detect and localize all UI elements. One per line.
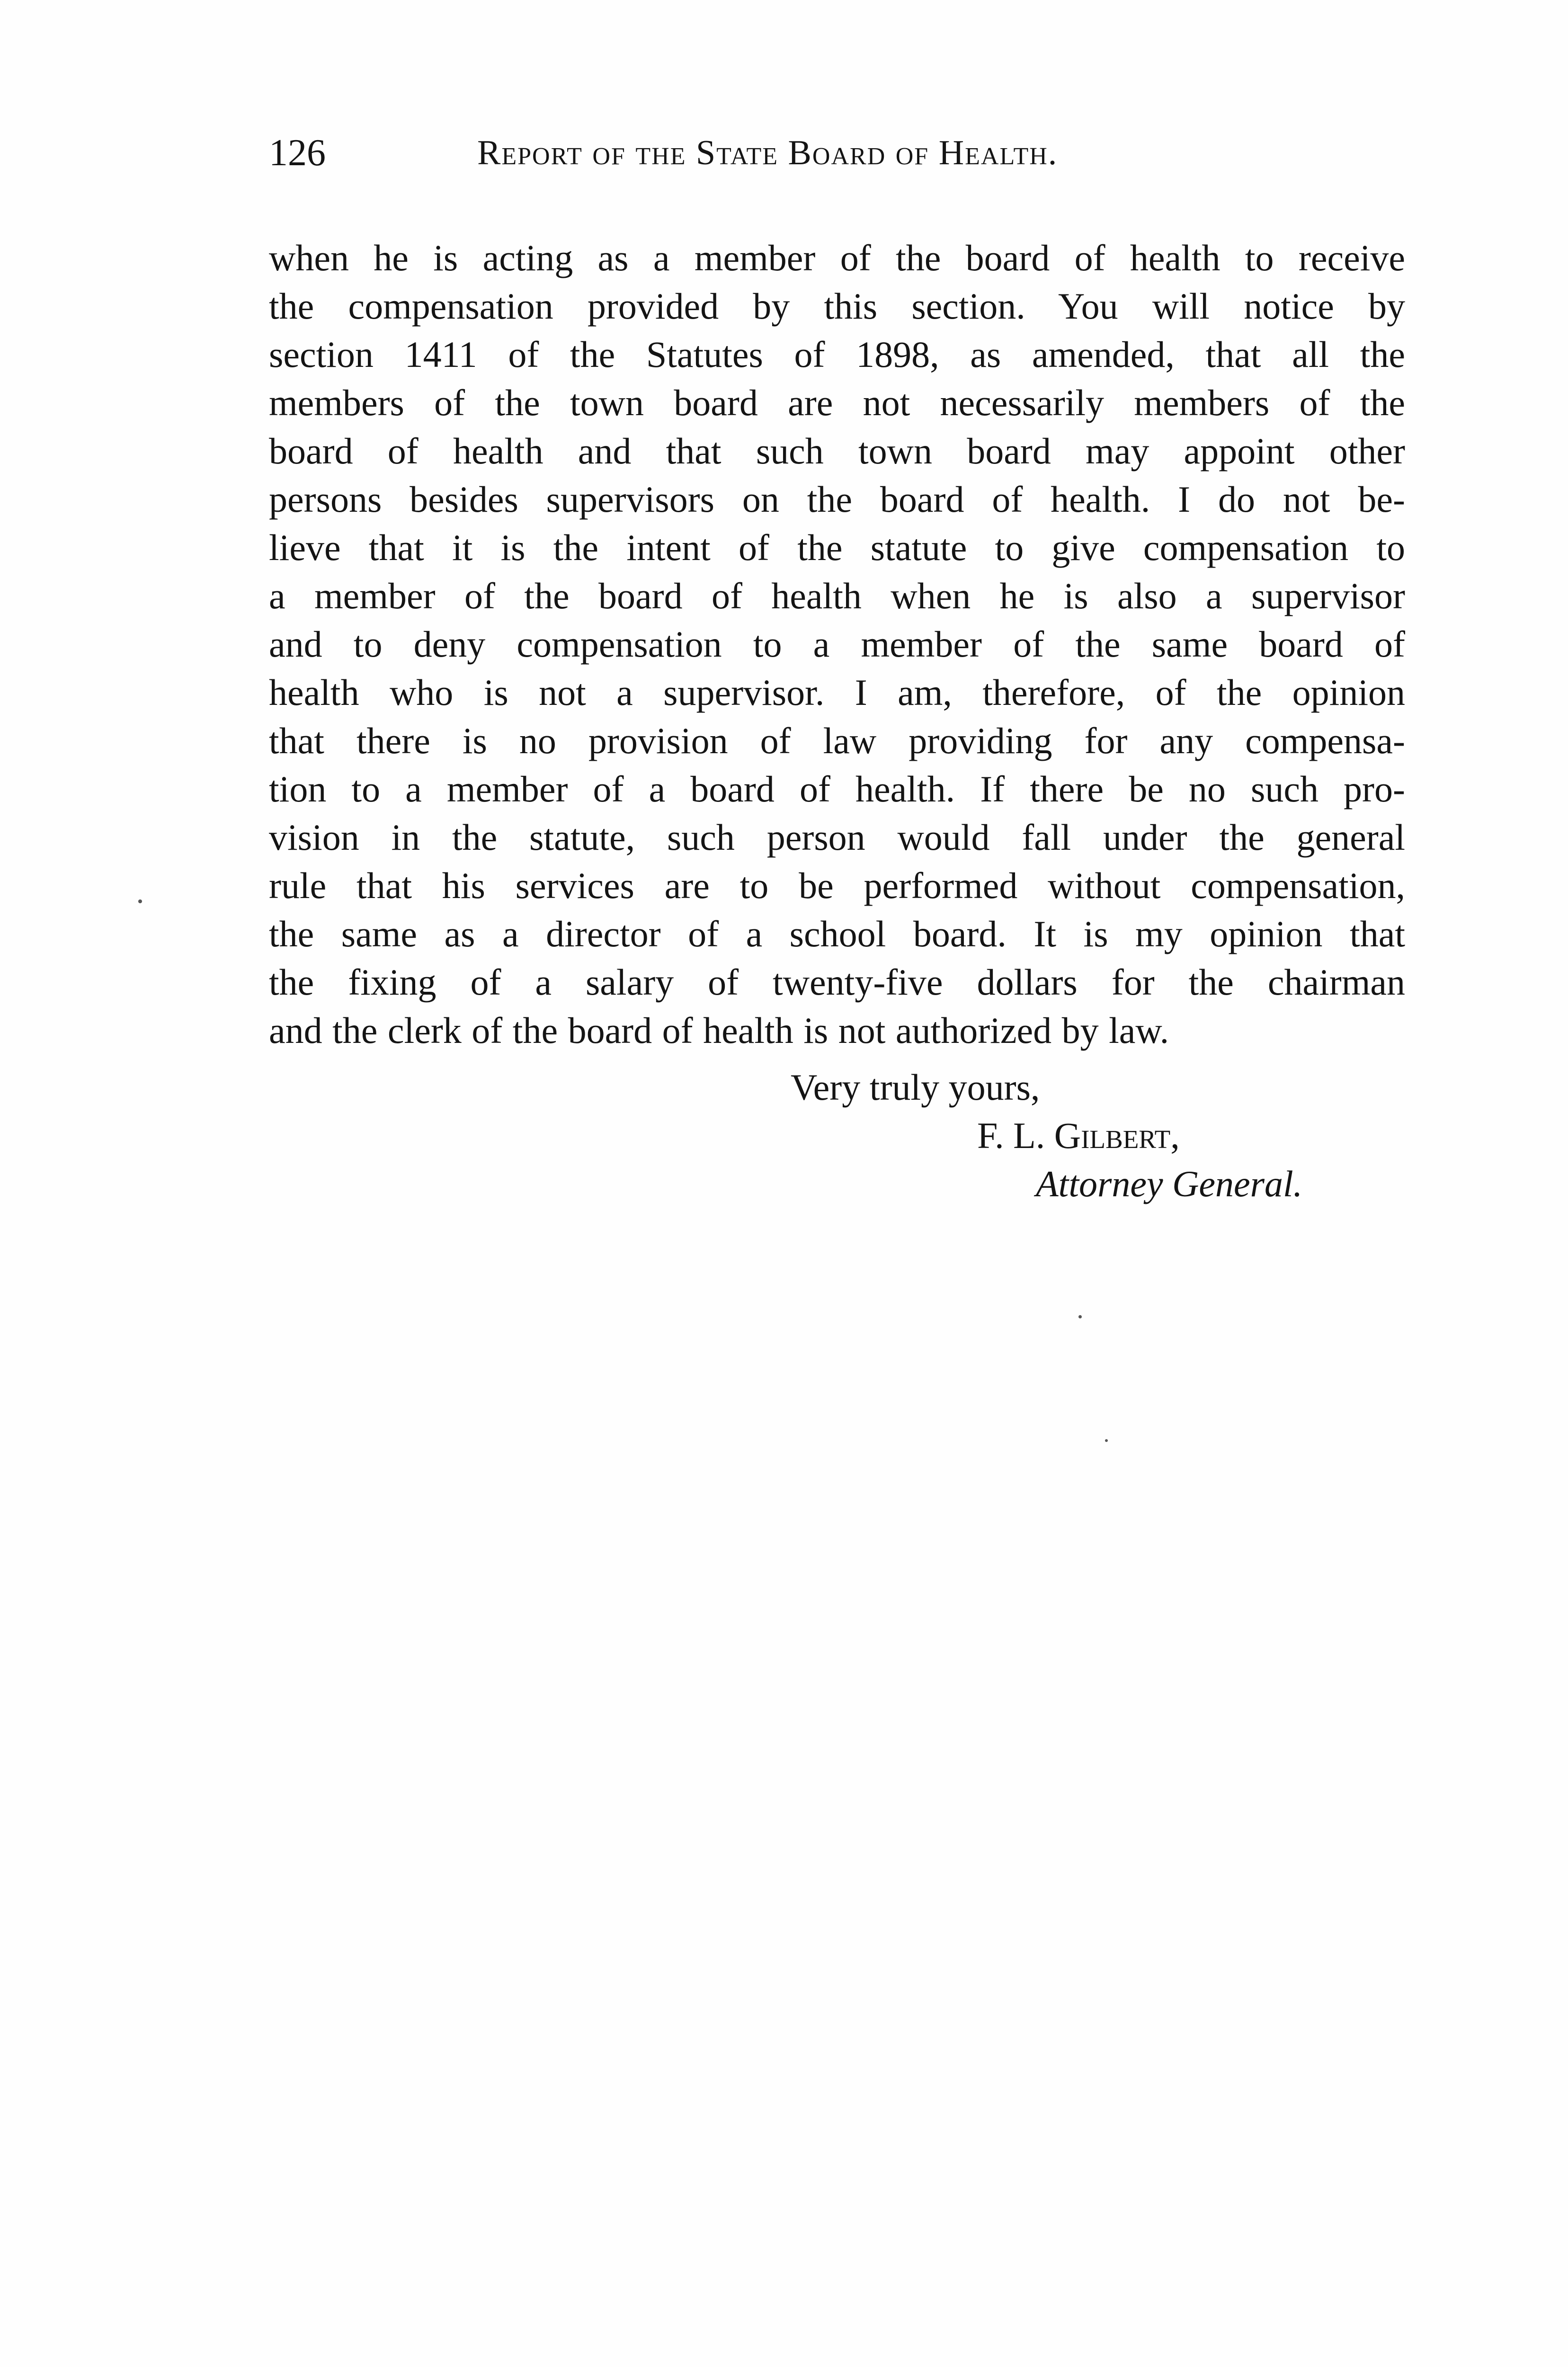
closing-salutation: Very truly yours,	[791, 1067, 1040, 1108]
body-line: section 1411 of the Statutes of 1898, as amended, that all the	[269, 334, 1405, 375]
letter-body	[269, 234, 1405, 1055]
body-line: board of health and that such town board may appoint other	[269, 430, 1405, 472]
body-line: the fixing of a salary of twenty-five dollars for the chairman	[269, 961, 1405, 1003]
body-line: persons besides supervisors on the board of health. I do not be-	[269, 479, 1405, 520]
body-line: the compensation provided by this section. You will notice by	[269, 285, 1405, 327]
body-line: rule that his services are to be performed without compensation,	[269, 865, 1405, 906]
running-head	[269, 127, 1405, 179]
signer-name-text: F. L. Gilbert,	[977, 1115, 1180, 1156]
body-line: and to deny compensation to a member of the same board of	[269, 623, 1405, 665]
print-speck	[138, 899, 142, 903]
print-speck	[1105, 1439, 1108, 1442]
body-line: members of the town board are not necessarily members of the	[269, 382, 1405, 423]
body-line: health who is not a supervisor. I am, therefore, of the opinion	[269, 672, 1405, 713]
signer-name	[977, 1112, 1180, 1160]
body-line: when he is acting as a member of the board of health to receive	[269, 237, 1405, 278]
body-line: a member of the board of health when he is also a supervisor	[269, 575, 1405, 616]
body-line: vision in the statute, such person would fall under the general	[269, 817, 1405, 858]
running-head-title: Report of the State Board of Health.	[477, 133, 1058, 172]
body-line: and the clerk of the board of health is not authorized by law.	[269, 1010, 1169, 1051]
body-line: lieve that it is the intent of the statute to give compensation to	[269, 527, 1405, 568]
body-line: that there is no provision of law providing for any compensa-	[269, 720, 1405, 761]
body-line: tion to a member of a board of health. If there be no such pro-	[269, 768, 1405, 810]
page-number: 126	[269, 132, 326, 174]
signer-title: Attorney General.	[1036, 1163, 1303, 1204]
body-line: the same as a director of a school board. It is my opinion that	[269, 913, 1405, 954]
print-speck	[1078, 1315, 1082, 1318]
